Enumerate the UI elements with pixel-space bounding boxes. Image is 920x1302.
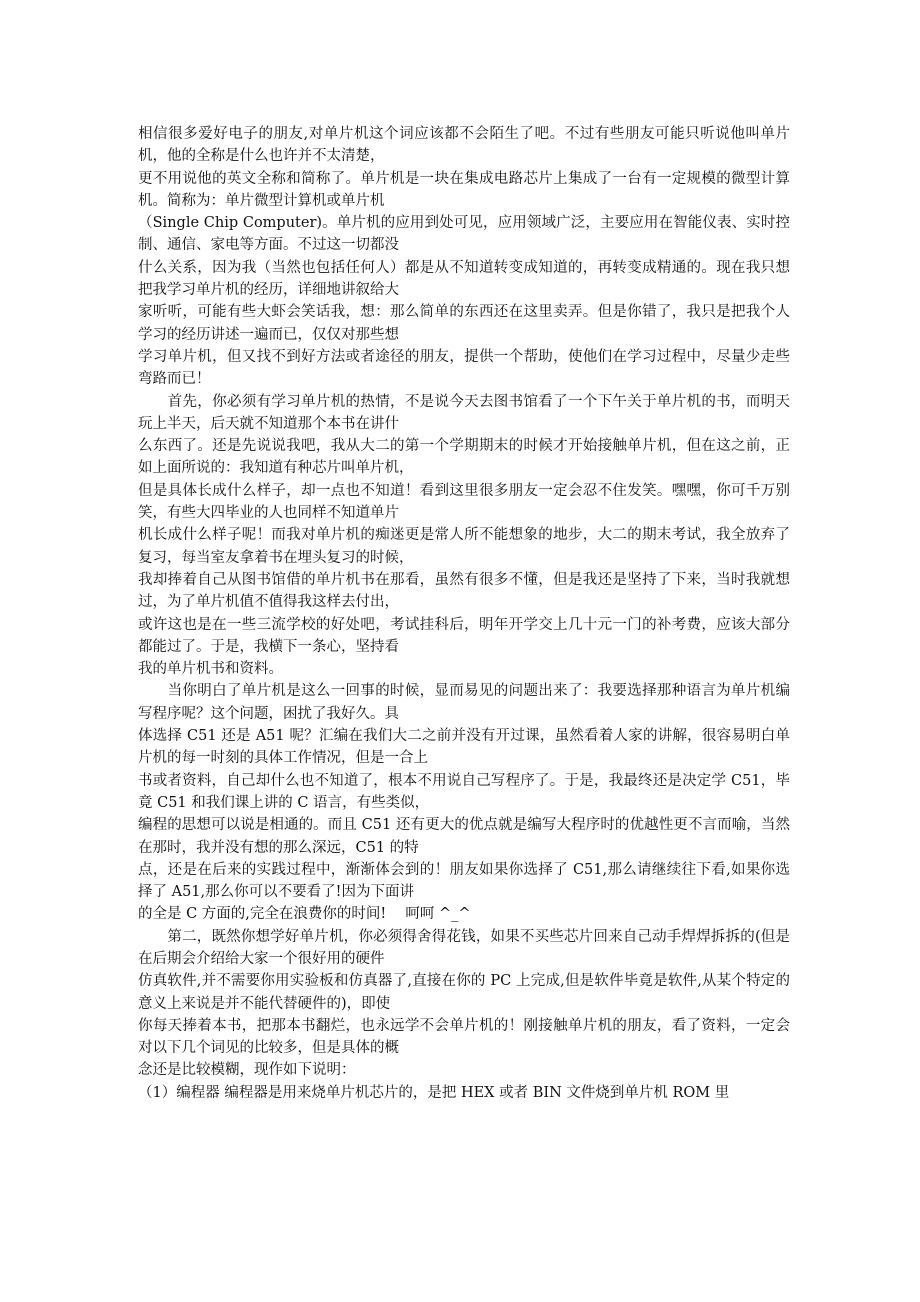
paragraph-line: 但是具体长成什么样子，却一点也不知道！看到这里很多朋友一定会忍不住发笑。嘿嘿，你可千万别笑，有些大四毕业的人也同样不知道单片 [138, 482, 790, 522]
paragraph-line: 仿真软件,并不需要你用实验板和仿真器了,直接在你的 PC 上完成,但是软件毕竟是软件,从某个特定的意义上来说是并不能代替硬件的)，即使 [138, 973, 790, 1012]
document-body [138, 123, 790, 1104]
paragraph-line: 机长成什么样子呢！而我对单片机的痴迷更是常人所不能想象的地步，大二的期末考试，我全放弃了复习，每当室友拿着书在埋头复习的时候， [138, 527, 790, 566]
paragraph-line: 家听听，可能有些大虾会笑话我，想：那么简单的东西还在这里卖弄。但是你错了，我只是把我个人学习的经历讲述一遍而已，仅仅对那些想 [138, 304, 790, 343]
paragraph-line: 学习单片机，但又找不到好方法或者途径的朋友，提供一个帮助，使他们在学习过程中，尽量少走些弯路而已！ [138, 348, 790, 388]
paragraph-line: （1）编程器 编程器是用来烧单片机芯片的，是把 HEX 或者 BIN 文件烧到单片机 ROM 里 [138, 1084, 730, 1101]
paragraph-line: 当你明白了单片机是这么一回事的时候，显而易见的问题出来了：我要选择那种语言为单片机编写程序呢？这个问题，困扰了我好久。具 [138, 683, 790, 722]
paragraph-line: 什么关系，因为我（当然也包括任何人）都是从不知道转变成知道的，再转变成精通的。现在我只想把我学习单片机的经历，详细地讲叙给大 [138, 259, 790, 299]
paragraph-line: 或许这也是在一些三流学校的好处吧，考试挂科后，明年开学交上几十元一门的补考费，应该大部分都能过了。于是，我横下一条心，坚持看 [138, 616, 790, 655]
paragraph-line: 点，还是在后来的实践过程中，渐渐体会到的！朋友如果你选择了 C51,那么请继续往下看,如果你选择了 A51,那么你可以不要看了!因为下面讲 [138, 861, 790, 901]
paragraph-line: 首先，你必须有学习单片机的热情，不是说今天去图书馆看了一个下午关于单片机的书，而明天玩上半天，后天就不知道那个本书在讲什 [138, 393, 790, 432]
paragraph-line: 念还是比较模糊，现作如下说明： [138, 1062, 356, 1079]
paragraph-line: 我却捧着自己从图书馆借的单片机书在那看，虽然有很多不懂，但是我还是坚持了下来，当时我就想过，为了单片机值不值得我这样去付出， [138, 571, 790, 611]
paragraph-line: 第二，既然你想学好单片机，你必须得舍得花钱，如果不买些芯片回来自己动手焊焊拆拆的(但是在后期会介绍给大家一个很好用的硬件 [138, 928, 790, 967]
paragraph-line: （Single Chip Computer)。单片机的应用到处可见，应用领域广泛，主要应用在智能仪表、实时控制、通信、家电等方面。不过这一切都没 [138, 215, 790, 254]
paragraph-line: 体选择 C51 还是 A51 呢？汇编在我们大二之前并没有开过课，虽然看着人家的讲解，很容易明白单片机的每一时刻的具体工作情况，但是一合上 [138, 728, 790, 767]
paragraph-line: 更不用说他的英文全称和简称了。单片机是一块在集成电路芯片上集成了一台有一定规模的微型计算机。简称为：单片微型计算机或单片机 [138, 170, 790, 209]
paragraph-line: 书或者资料，自己却什么也不知道了，根本不用说自己写程序了。于是，我最终还是决定学 C51，毕竟 C51 和我们课上讲的 C 语言，有些类似， [138, 772, 790, 811]
paragraph-line: 你每天捧着本书，把那本书翻烂，也永远学不会单片机的！刚接触单片机的朋友，看了资料，一定会对以下几个词见的比较多，但是具体的概 [138, 1017, 790, 1057]
paragraph-line: 么东西了。还是先说说我吧，我从大二的第一个学期期末的时候才开始接触单片机，但在这之前，正如上面所说的：我知道有种芯片叫单片机， [138, 438, 790, 477]
paragraph-line: 我的单片机书和资料。 [138, 661, 283, 678]
paragraph-line: 的全是 C 方面的,完全在浪费你的时间! 呵呵 ^_^ [138, 906, 471, 923]
paragraph-line: 编程的思想可以说是相通的。而且 C51 还有更大的优点就是编写大程序时的优越性更不言而喻，当然在那时，我并没有想的那么深远，C51 的特 [138, 817, 790, 856]
paragraph-line: 相信很多爱好电子的朋友,对单片机这个词应该都不会陌生了吧。不过有些朋友可能只听说他叫单片机，他的全称是什么也许并不太清楚， [138, 126, 790, 165]
